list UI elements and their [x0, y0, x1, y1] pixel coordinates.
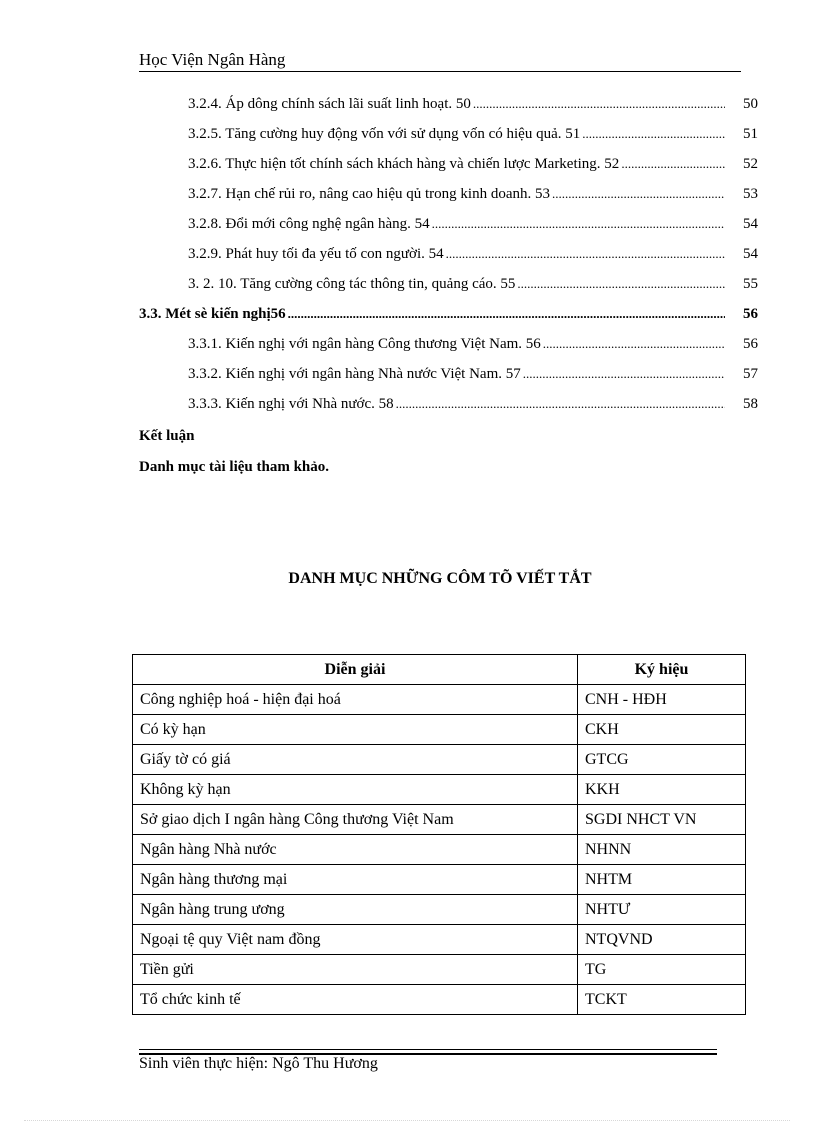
toc-entry-page: 56: [743, 306, 758, 322]
toc-entry: [188, 276, 758, 306]
table-row: [133, 985, 746, 1015]
cell-description: Ngân hàng trung ương: [133, 895, 578, 925]
toc-entry: [188, 336, 758, 366]
table-header-row: [133, 655, 746, 685]
toc-leader-dots: [552, 186, 725, 202]
cell-description: Tiền gửi: [133, 955, 578, 985]
toc-entry-page: 52: [743, 156, 758, 172]
toc-leader-dots: [473, 96, 725, 112]
toc-entry-text: 3.3.3. Kiến nghị với Nhà nước. 58: [188, 396, 394, 412]
cell-description: Có kỳ hạn: [133, 715, 578, 745]
toc-entry: [188, 216, 758, 246]
toc-leader-dots: [432, 216, 725, 232]
toc-entry-page: 54: [743, 246, 758, 262]
footer-author: Sinh viên thực hiện: Ngô Thu Hương: [139, 1055, 378, 1072]
cell-symbol: KKH: [578, 775, 746, 805]
toc-entry-page: 51: [743, 126, 758, 142]
table-row: [133, 745, 746, 775]
cell-symbol: GTCG: [578, 745, 746, 775]
toc-entry-text: 3.2.7. Hạn chế rủi ro, nâng cao hiệu qủ trong kinh doanh. 53: [188, 186, 550, 202]
toc-entry-text: 3.2.8. Đổi mới công nghệ ngân hàng. 54: [188, 216, 430, 232]
footer-divider-thin: [139, 1049, 717, 1050]
table-row: [133, 865, 746, 895]
cell-symbol: CNH - HĐH: [578, 685, 746, 715]
toc-entry: [188, 126, 758, 156]
toc-entry-text: 3.3.1. Kiến nghị với ngân hàng Công thương Việt Nam. 56: [188, 336, 541, 352]
toc-entry-text: 3. 2. 10. Tăng cường công tác thông tin, quảng cáo. 55: [188, 276, 516, 292]
cell-description: Sở giao dịch I ngân hàng Công thương Việt Nam: [133, 805, 578, 835]
toc-entry-page: 54: [743, 216, 758, 232]
toc-entry: [188, 396, 758, 426]
cell-symbol: SGDI NHCT VN: [578, 805, 746, 835]
toc-entry-page: 58: [743, 396, 758, 412]
table-row: [133, 925, 746, 955]
toc-entry-text: 3.2.6. Thực hiện tốt chính sách khách hàng và chiến lược Marketing. 52: [188, 156, 620, 172]
toc-entry: [188, 96, 758, 126]
toc-entry-text: 3.3. Mét sè kiến nghị56: [139, 306, 286, 322]
column-header-description: Diễn giải: [133, 655, 578, 685]
abbreviations-table: [132, 654, 746, 1015]
cell-description: Ngoại tệ quy Việt nam đồng: [133, 925, 578, 955]
toc-entry: [188, 366, 758, 396]
cell-symbol: NHTM: [578, 865, 746, 895]
cell-symbol: CKH: [578, 715, 746, 745]
toc-leader-dots: [543, 336, 725, 352]
toc-entry-text: 3.2.4. Áp dông chính sách lãi suất linh hoạt. 50: [188, 96, 471, 112]
page-edge: [24, 1120, 790, 1121]
toc-entry-page: 53: [743, 186, 758, 202]
cell-symbol: NHTƯ: [578, 895, 746, 925]
toc-leader-dots: [523, 366, 725, 382]
references-heading: Danh mục tài liệu tham khảo.: [139, 459, 330, 475]
toc-leader-dots: [396, 396, 725, 412]
toc-entry-page: 57: [743, 366, 758, 382]
toc-entry-text: 3.2.5. Tăng cường huy động vốn với sử dụng vốn có hiệu quả. 51: [188, 126, 581, 142]
toc-entry-page: 50: [743, 96, 758, 112]
table-row: [133, 955, 746, 985]
toc-leader-dots: [446, 246, 725, 262]
cell-description: Tổ chức kinh tế: [133, 985, 578, 1015]
toc-entry-page: 56: [743, 336, 758, 352]
toc-entry-text: 3.2.9. Phát huy tối đa yếu tố con người. 54: [188, 246, 444, 262]
abbreviations-title: DANH MỤC NHỮNG CÔM TÕ VIẾT TẮT: [288, 570, 592, 587]
conclusion-heading: Kết luận: [139, 428, 195, 444]
toc-entry-text: 3.3.2. Kiến nghị với ngân hàng Nhà nước Việt Nam. 57: [188, 366, 521, 382]
toc-entry: [188, 156, 758, 186]
header-divider: [139, 71, 741, 72]
cell-description: Công nghiệp hoá - hiện đại hoá: [133, 685, 578, 715]
cell-description: Giấy tờ có giá: [133, 745, 578, 775]
toc-entry: [139, 306, 758, 336]
table-row: [133, 835, 746, 865]
cell-symbol: TCKT: [578, 985, 746, 1015]
toc-leader-dots: [621, 156, 725, 172]
cell-description: Ngân hàng Nhà nước: [133, 835, 578, 865]
cell-description: Không kỳ hạn: [133, 775, 578, 805]
table-row: [133, 715, 746, 745]
table-row: [133, 805, 746, 835]
toc-entry-page: 55: [743, 276, 758, 292]
column-header-symbol: Ký hiệu: [578, 655, 746, 685]
cell-symbol: NHNN: [578, 835, 746, 865]
toc-leader-dots: [288, 306, 725, 322]
table-row: [133, 685, 746, 715]
cell-symbol: NTQVND: [578, 925, 746, 955]
table-row: [133, 775, 746, 805]
cell-symbol: TG: [578, 955, 746, 985]
toc-leader-dots: [517, 276, 725, 292]
toc-entry: [188, 246, 758, 276]
cell-description: Ngân hàng thương mại: [133, 865, 578, 895]
table-row: [133, 895, 746, 925]
toc-leader-dots: [582, 126, 725, 142]
toc-entry: [188, 186, 758, 216]
page-header-title: Học Viện Ngân Hàng: [139, 50, 286, 69]
